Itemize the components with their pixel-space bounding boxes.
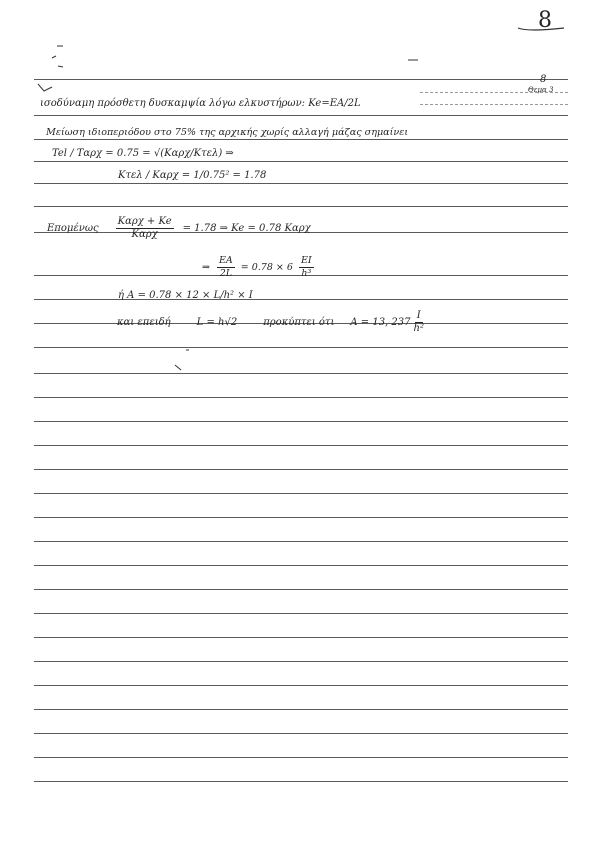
checkmark-scribble xyxy=(38,84,52,91)
line-7-area-equation: ή A = 0.78 × 12 × L/h² × I xyxy=(118,290,253,301)
line-8-length: L = h√2 xyxy=(196,317,238,328)
line-6-middle: = 0.78 × 6 xyxy=(240,261,293,273)
line-5-denominator: Kαρχ xyxy=(131,229,158,240)
line-8-area-value: A = 13, 237 xyxy=(350,317,411,328)
line-6-ea-equation xyxy=(202,256,317,278)
line-4-stiffness-ratio: Kτελ / Kαρχ = 1/0.75² = 1.78 xyxy=(118,170,267,181)
line-8-prefix: και επειδή xyxy=(117,317,171,328)
line-8-result xyxy=(117,311,427,334)
line-8-fraction xyxy=(414,311,424,334)
page-reference-sub: Θεμα 3 xyxy=(528,86,554,94)
line-6-ea-denominator: 2L xyxy=(219,267,233,279)
line-6-ei-denominator: h³ xyxy=(301,267,312,279)
line-6-fraction-ea xyxy=(217,256,235,278)
margin-tick-2 xyxy=(52,56,56,58)
line-2-period-reduction: Μείωση ιδιοπεριόδου στο 75% της αρχικής χωρίς αλλαγή μάζας σημαίνει xyxy=(46,127,409,138)
small-scribble xyxy=(175,365,181,370)
line-6-fraction-ei xyxy=(299,256,314,278)
line-5-therefore xyxy=(47,217,311,240)
line-6-arrow: ⇒ xyxy=(202,261,210,273)
margin-tick-3 xyxy=(58,66,63,67)
line-8-denominator: h² xyxy=(413,323,424,334)
line-5-prefix: Επομένως xyxy=(47,223,99,234)
line-8-follows: προκύπτει ότι xyxy=(263,317,335,328)
line-6-ea-numerator: EA xyxy=(218,255,233,266)
page-number: 8 xyxy=(538,8,552,33)
line-3-period-ratio: Tel / Tαρχ = 0.75 = √(Kαρχ/Kτελ) ⇒ xyxy=(52,148,234,159)
line-1-equivalent-stiffness: ισοδύναμη πρόσθετη δυσκαμψία λόγω ελκυστήρων: Ke=EA/2L xyxy=(40,98,361,109)
page-reference: 8 xyxy=(540,74,547,85)
line-8-numerator: I xyxy=(416,310,421,321)
line-5-result: = 1.78 ⇒ Ke = 0.78 Kαρχ xyxy=(182,223,311,234)
line-5-numerator: Kαρχ + Ke xyxy=(117,216,172,227)
line-5-fraction xyxy=(116,217,174,240)
line-6-ei-numerator: EI xyxy=(300,255,312,266)
